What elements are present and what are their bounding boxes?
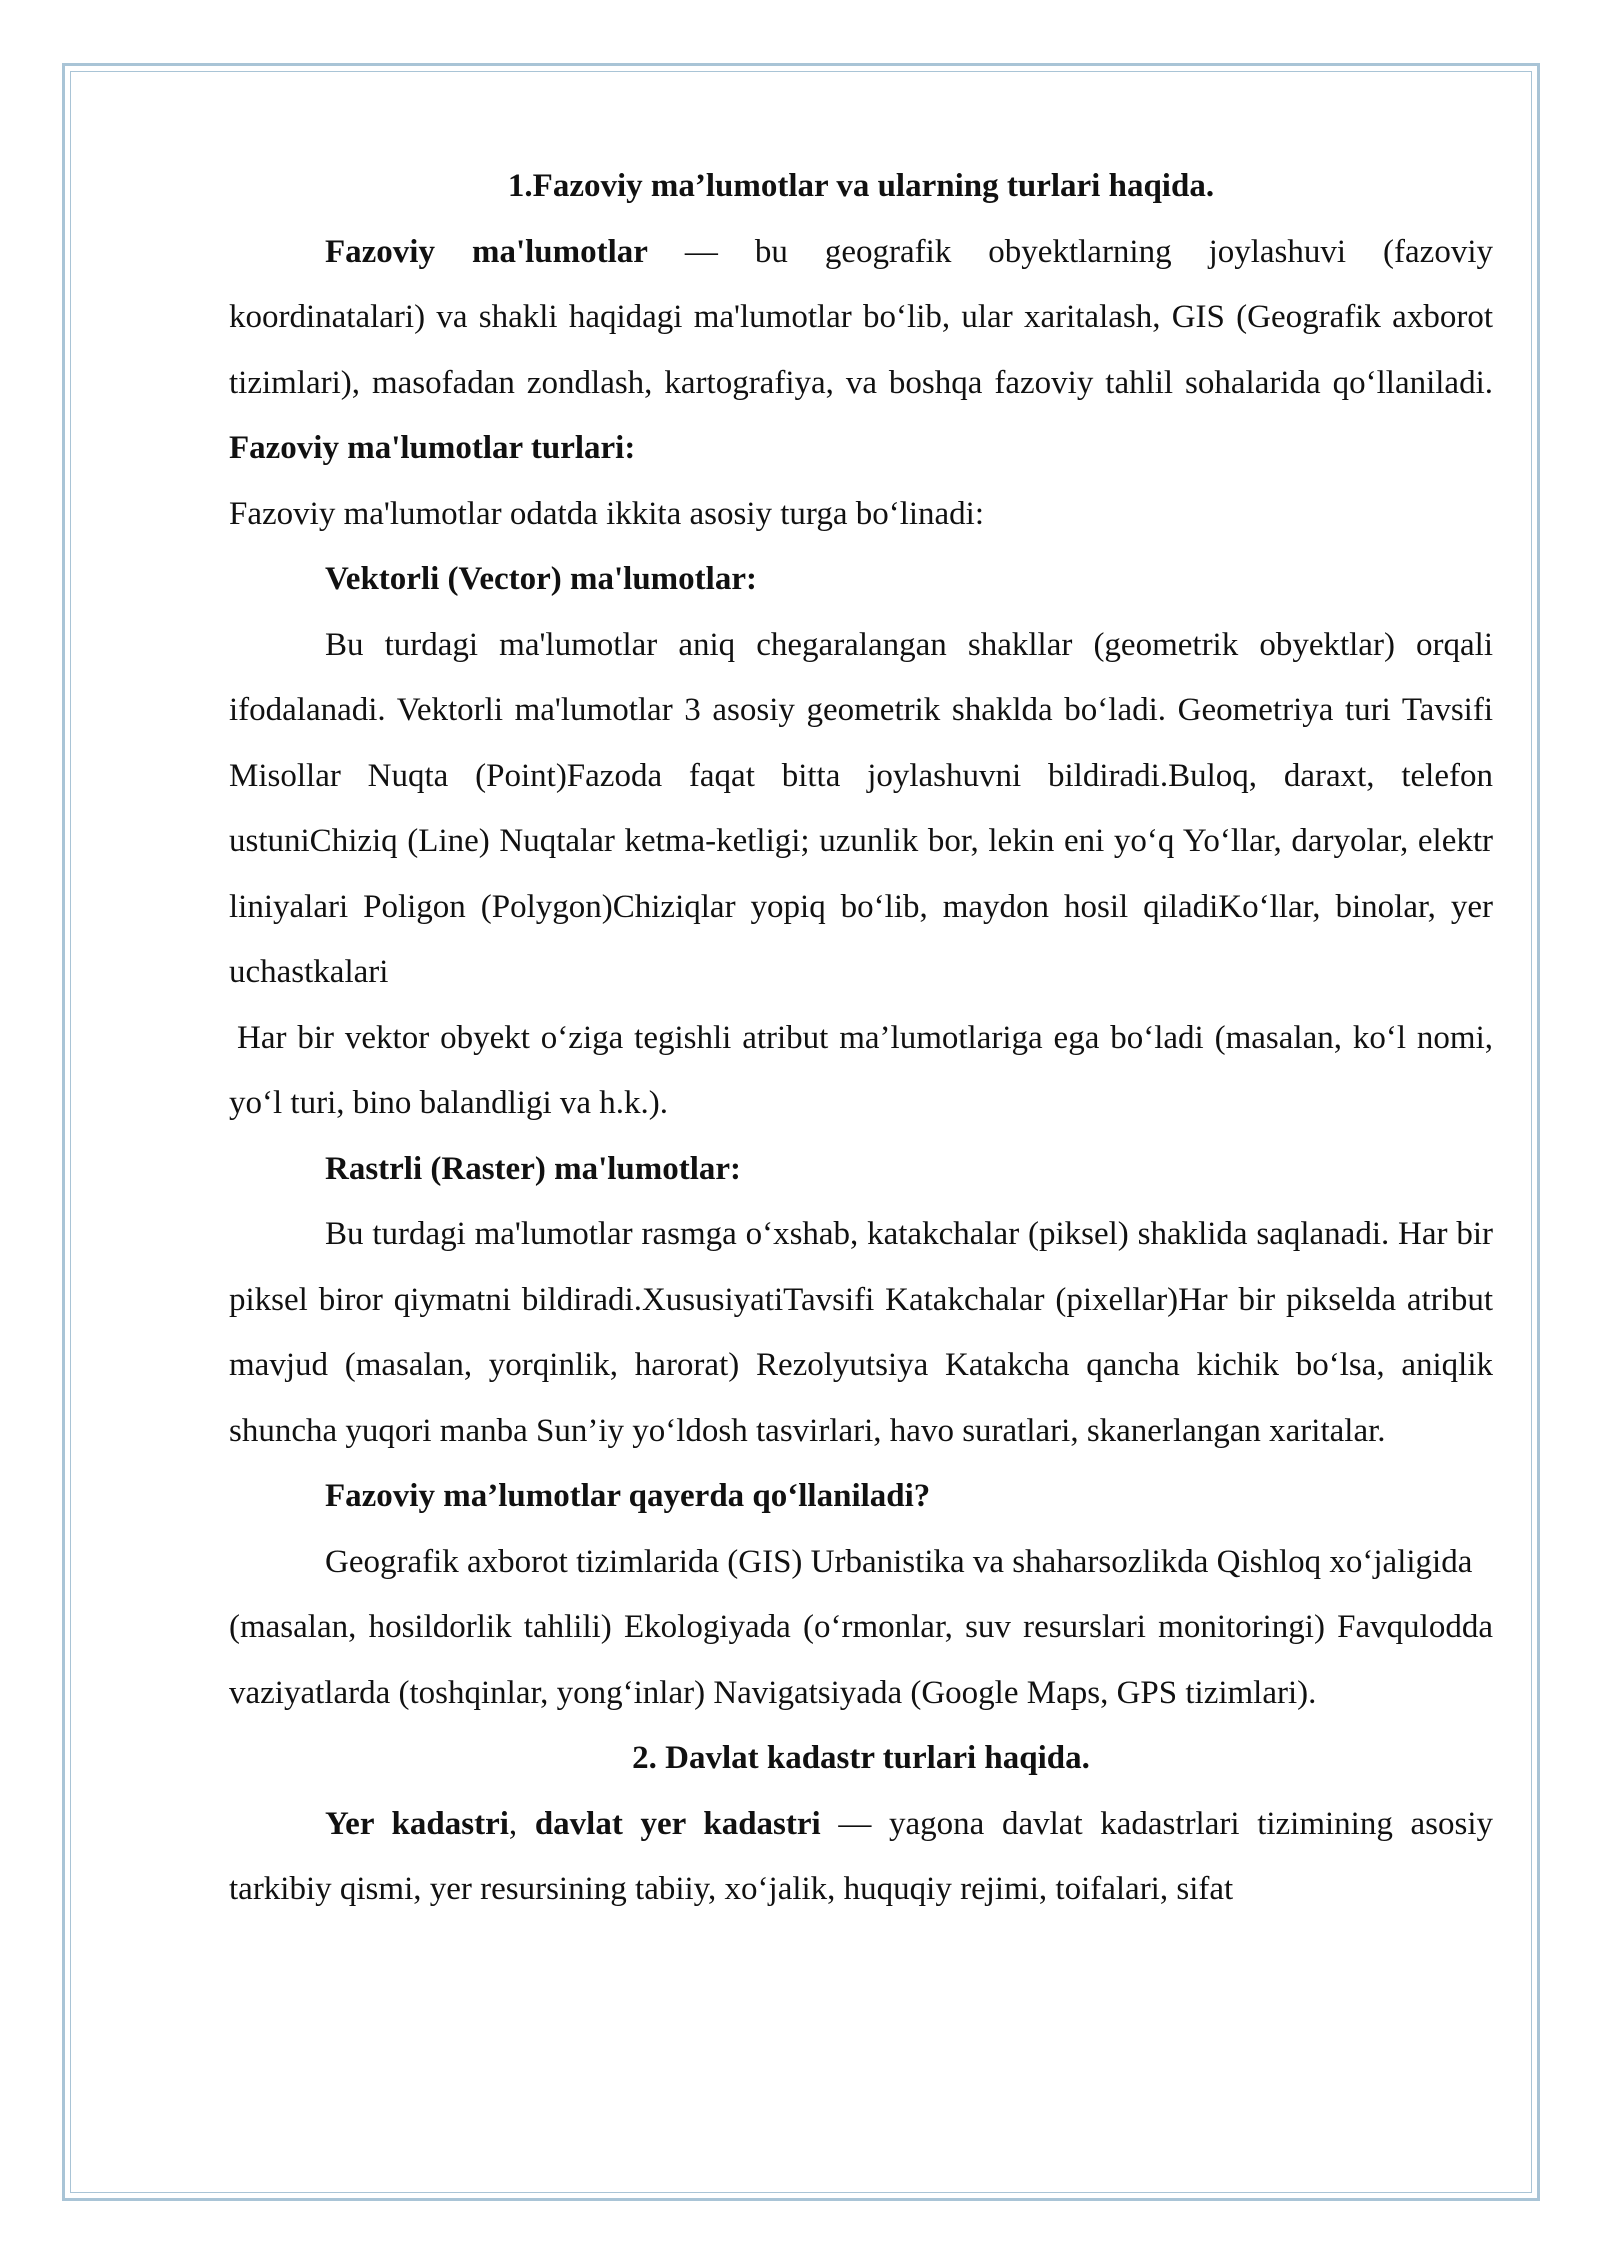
document-body [229, 154, 1493, 1923]
cadastre-term-2: davlat yer kadastri [534, 1805, 821, 1842]
section-2-title: 2. Davlat kadastr turlari haqida. [632, 1740, 1090, 1776]
vector-attribute-paragraph: Har bir vektor obyekt o‘ziga tegishli atribut ma’lumotlariga ega bo‘ladi (masalan, ko‘l nomi, yo‘l turi, bino balandligi va h.k.). [229, 1019, 1493, 1121]
intro-paragraph [229, 220, 1493, 482]
types-intro: Fazoviy ma'lumotlar odatda ikkita asosiy turga bo‘linadi: [229, 495, 985, 532]
cadastre-separator: , [508, 1805, 535, 1842]
vector-heading: Vektorli (Vector) ma'lumotlar: [325, 561, 757, 597]
raster-heading: Rastrli (Raster) ma'lumotlar: [325, 1150, 742, 1187]
cadastre-term-1: Yer kadastri [325, 1805, 509, 1842]
cadastre-paragraph [229, 1792, 1493, 1923]
usage-paragraph-2: (masalan, hosildorlik tahlili) Ekologiyada (o‘rmonlar, suv resurslari monitoringi) Favqulodda vaziyatlarda (toshqinlar, yong‘inlar) Navigatsiyada (Google Maps, GPS tizimlari). [229, 1609, 1493, 1711]
intro-term: Fazoviy ma'lumotlar [325, 233, 648, 270]
cadastre-text: — yagona davlat kadastrlari tizimining asosiy tarkibiy qismi, yer resursining tabiiy, xo‘jalik, huquqiy rejimi, toifalari, sifat [229, 1805, 1494, 1907]
usage-heading: Fazoviy ma’lumotlar qayerda qo‘llaniladi? [325, 1478, 931, 1514]
raster-paragraph: Bu turdagi ma'lumotlar rasmga o‘xshab, katakchalar (piksel) shaklida saqlanadi. Har bir piksel biror qiymatni bildiradi.XususiyatiTavsifi Katakchalar (pixellar)Har bir pikselda atribut mavjud (masalan, yorqinlik, harorat) Rezolyutsiya Katakcha qancha kichik bo‘lsa, aniqlik shuncha yuqori manba Sun’iy yo‘ldosh tasvirlari, havo suratlari, skanerlangan xaritalar. [229, 1216, 1493, 1449]
intro-text: — bu geografik obyektlarning joylashuvi (fazoviy koordinatalari) va shakli haqidagi ma'lumotlar bo‘lib, ular xaritalash, GIS (Geografik axborot tizimlari), masofadan zondlash, kartografiya, va boshqa fazoviy tahlil sohalarida qo‘llaniladi. [229, 233, 1493, 401]
types-heading: Fazoviy ma'lumotlar turlari: [229, 430, 636, 466]
vector-paragraph: Bu turdagi ma'lumotlar aniq chegaralangan shakllar (geometrik obyektlar) orqali ifodalanadi. Vektorli ma'lumotlar 3 asosiy geometrik shaklda bo‘ladi. Geometriya turi Tavsifi Misollar Nuqta (Point)Fazoda faqat bitta joylashuvni bildiradi.Buloq, daraxt, telefon ustuniChiziq (Line) Nuqtalar ketma-ketligi; uzunlik bor, lekin eni yo‘q Yo‘llar, daryolar, elektr liniyalari Poligon (Polygon)Chiziqlar yopiq bo‘lib, maydon hosil qiladiKo‘llar, binolar, yer uchastkalari [229, 626, 1493, 990]
section-1-title: 1.Fazoviy ma’lumotlar va ularning turlari haqida. [507, 168, 1215, 204]
usage-paragraph-1: Geografik axborot tizimlarida (GIS) Urbanistika va shaharsozlikda Qishloq xo‘jaligida [325, 1543, 1473, 1580]
